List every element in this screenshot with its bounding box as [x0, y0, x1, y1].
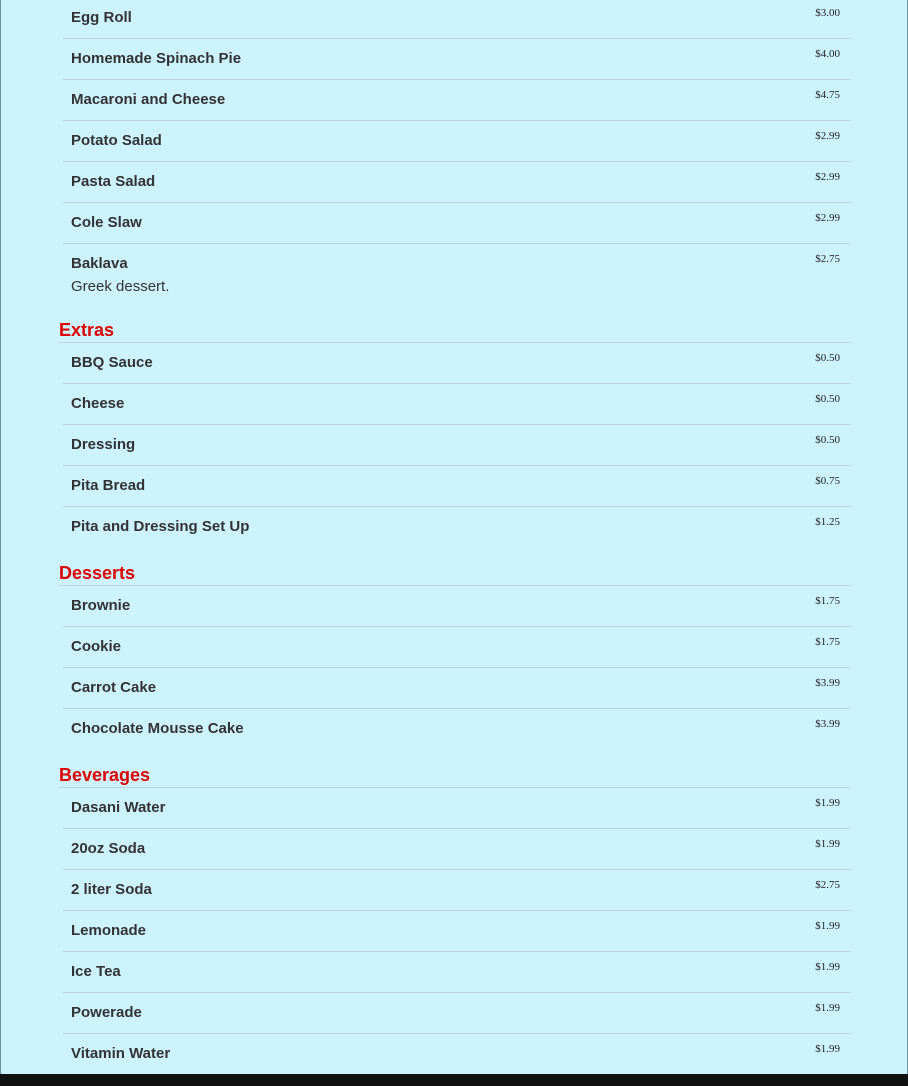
section-title-beverages: Beverages — [59, 765, 151, 785]
menu-item[interactable] — [63, 39, 851, 80]
menu-item[interactable] — [63, 162, 851, 203]
menu-item[interactable] — [63, 911, 851, 952]
menu-item[interactable] — [63, 586, 851, 627]
menu-item[interactable] — [63, 627, 851, 668]
item-price: $2.99 — [815, 171, 840, 183]
item-name: Ice Tea — [71, 963, 121, 980]
item-name: Lemonade — [71, 922, 147, 939]
item-price: $1.99 — [815, 838, 840, 850]
menu-item[interactable] — [63, 384, 851, 425]
item-price: $1.99 — [815, 1002, 840, 1014]
item-price: $2.75 — [815, 253, 840, 265]
item-price: $3.00 — [815, 7, 840, 19]
item-price: $2.99 — [815, 212, 840, 224]
item-price: $3.99 — [815, 677, 840, 689]
item-price: $0.50 — [815, 434, 840, 446]
menu-item[interactable] — [63, 80, 851, 121]
item-description: Greek dessert. — [71, 278, 170, 295]
item-name: Potato Salad — [71, 132, 162, 149]
item-price: $1.75 — [815, 636, 840, 648]
item-name: Pita and Dressing Set Up — [71, 518, 250, 535]
item-name: Pita Bread — [71, 477, 146, 494]
item-price: $4.00 — [815, 48, 840, 60]
item-name: Cookie — [71, 638, 122, 655]
menu-item[interactable] — [63, 829, 851, 870]
menu-item[interactable] — [63, 244, 851, 306]
item-name: Chocolate Mousse Cake — [71, 720, 244, 737]
menu-item[interactable] — [63, 121, 851, 162]
item-price: $1.99 — [815, 961, 840, 973]
menu-item[interactable] — [63, 425, 851, 466]
section-title-extras: Extras — [59, 320, 115, 340]
menu-item[interactable] — [63, 0, 851, 39]
menu-item[interactable] — [63, 668, 851, 709]
menu-item[interactable] — [63, 952, 851, 993]
item-price: $1.99 — [815, 1043, 840, 1055]
item-name: Dressing — [71, 436, 136, 453]
item-name: Powerade — [71, 1004, 142, 1021]
item-name: Cheese — [71, 395, 125, 412]
item-name: Dasani Water — [71, 799, 166, 816]
menu-item[interactable] — [63, 709, 851, 749]
menu-item[interactable] — [63, 1034, 851, 1074]
page-footer-bar — [0, 1074, 908, 1086]
item-name: Pasta Salad — [71, 173, 156, 190]
menu-item[interactable] — [63, 993, 851, 1034]
item-name: Homemade Spinach Pie — [71, 50, 242, 67]
item-name: Vitamin Water — [71, 1045, 171, 1062]
item-price: $3.99 — [815, 718, 840, 730]
item-price: $4.75 — [815, 89, 840, 101]
menu-item[interactable] — [63, 466, 851, 507]
item-name: Carrot Cake — [71, 679, 157, 696]
item-price: $1.25 — [815, 516, 840, 528]
item-name: Egg Roll — [71, 9, 132, 26]
item-price: $0.50 — [815, 352, 840, 364]
menu-item[interactable] — [63, 343, 851, 384]
item-price: $1.75 — [815, 595, 840, 607]
menu-item[interactable] — [63, 788, 851, 829]
item-price: $0.50 — [815, 393, 840, 405]
item-price: $0.75 — [815, 475, 840, 487]
item-price: $1.99 — [815, 920, 840, 932]
item-price: $2.75 — [815, 879, 840, 891]
menu-item[interactable] — [63, 870, 851, 911]
item-price: $1.99 — [815, 797, 840, 809]
item-name: Cole Slaw — [71, 214, 142, 231]
item-name: Brownie — [71, 597, 131, 614]
item-name: BBQ Sauce — [71, 354, 153, 371]
item-price: $2.99 — [815, 130, 840, 142]
menu-item[interactable] — [63, 203, 851, 244]
item-name: Macaroni and Cheese — [71, 91, 226, 108]
section-title-desserts: Desserts — [59, 563, 136, 583]
item-name: Baklava — [71, 255, 128, 272]
item-name: 20oz Soda — [71, 840, 146, 857]
menu-item[interactable] — [63, 507, 851, 547]
item-name: 2 liter Soda — [71, 881, 152, 898]
